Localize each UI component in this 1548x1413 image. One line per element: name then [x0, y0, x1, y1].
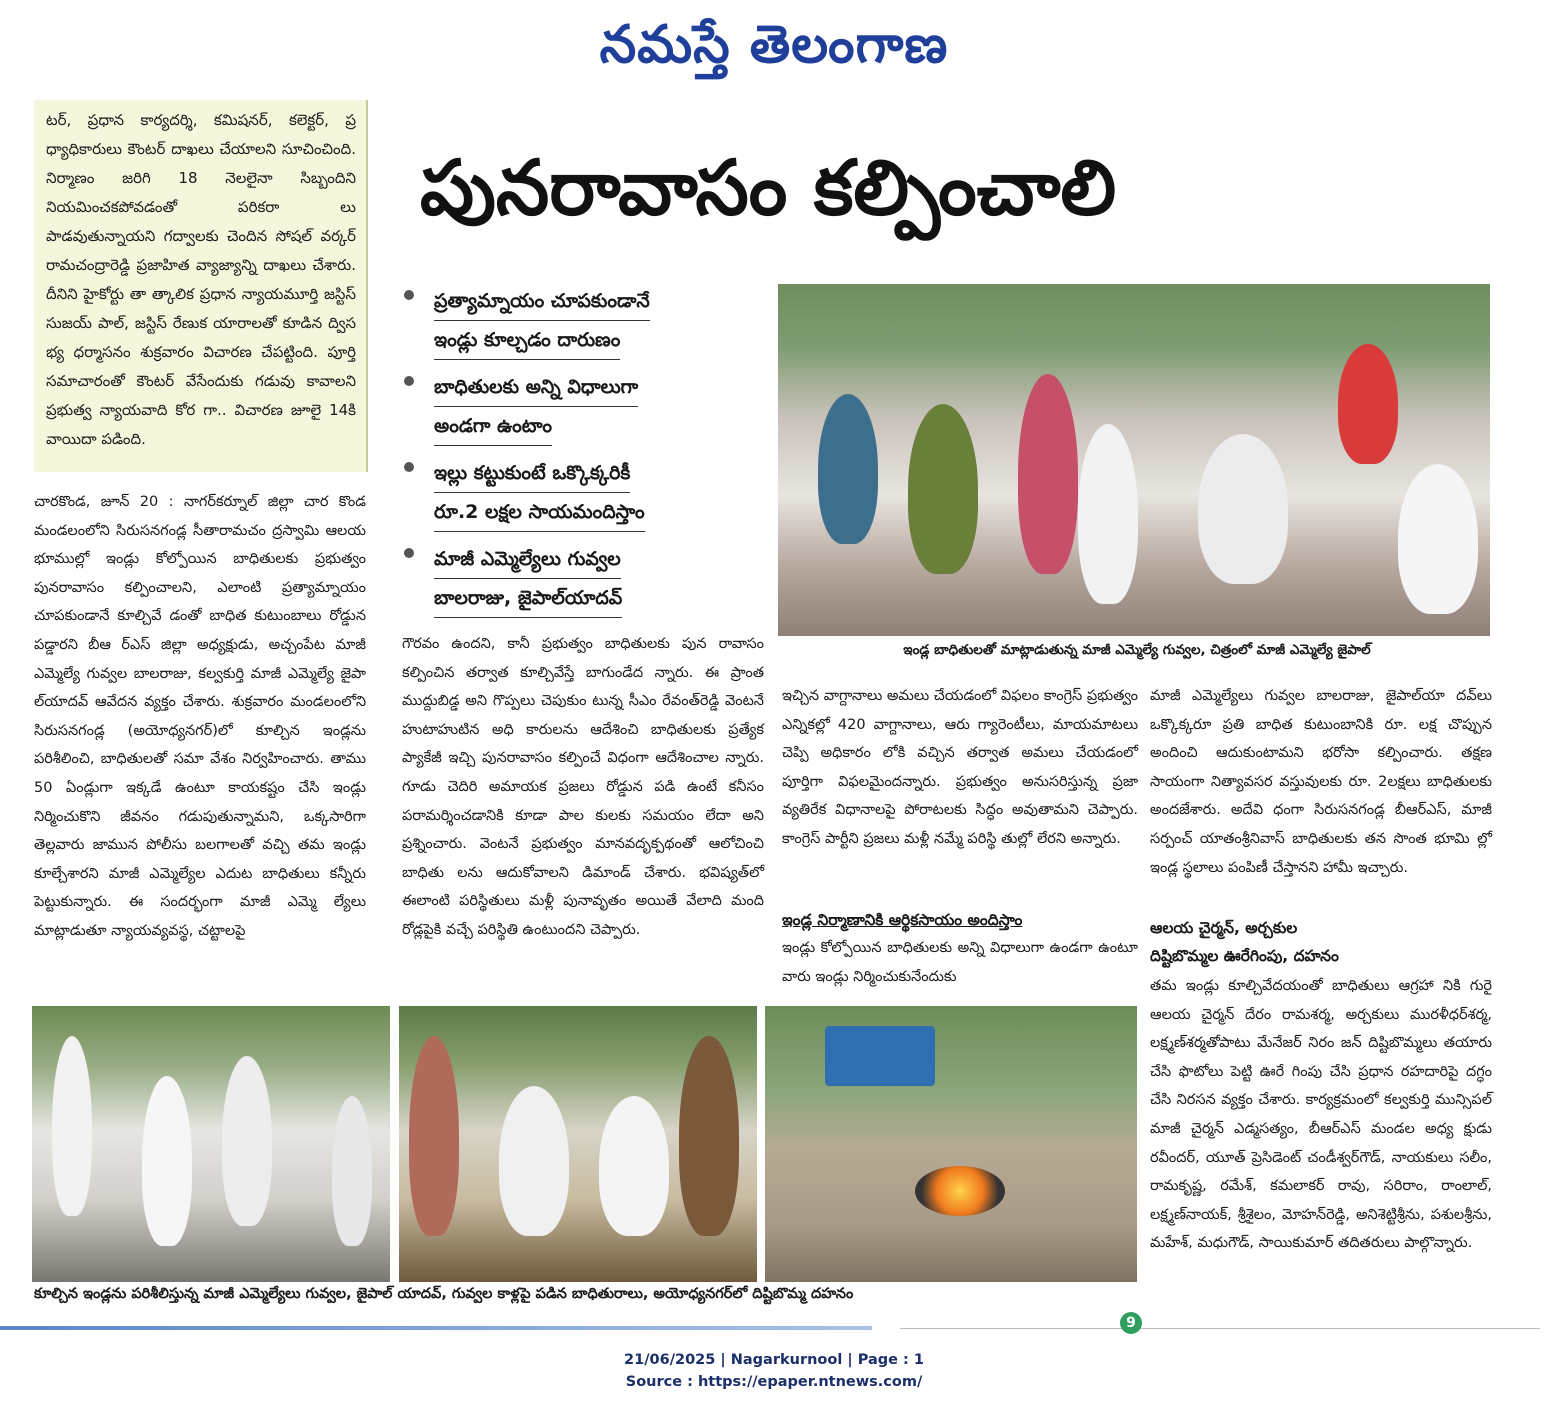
photo-figure [679, 1036, 739, 1236]
photo-figure [499, 1086, 569, 1236]
footer-source: Source : https://epaper.ntnews.com/ [625, 1374, 923, 1390]
photo-figure [1398, 464, 1478, 614]
photo-figure [409, 1036, 459, 1236]
photo-figure [52, 1036, 92, 1216]
bullet-item [398, 282, 768, 360]
sidebar-news-box [34, 100, 368, 472]
article-column-1: చారకొండ, జూన్ 20 : నాగర్‌కర్నూల్ జిల్లా చార కొండ మండలంలోని సిరుసనగండ్ల సీతారామచం ద్రస్వామి ఆలయ భూముల్లో ఇండ్లు కోల్పోయిన బాధితులకు ప్రభుత్వం పునరావాసం కల్పించాలని, ఎలాంటి ప్రత్యామ్నాయం చూపకుండానే కూల్చివే డంతో బాధిత కుటుంబాలు రోడ్డున పడ్డారని బీఆ ర్ఎస్ జిల్లా అధ్యక్షుడు, అచ్చంపేట మాజీ ఎమ్మెల్యే గువ్వల బాలరాజు, కల్వకుర్తి మాజీ ఎమ్మెల్యే జైపా ల్‌యాదవ్ ఆవేదన వ్యక్తం చేశారు. శుక్రవారం మండలంలోని సిరుసనగండ్ల (అయోధ్యనగర్)లో కూల్చిన ఇండ్లను పరిశీలించి, బాధితులతో సమా వేశం నిర్వహించారు. తాము 50 ఏండ్లుగా ఇక్కడే ఉంటూ కాయకష్టం చేసి ఇండ్లు నిర్మించుకొని జీవనం గడుపుతున్నామని, ఒక్కసారిగా తెల్లవారు జామున పోలీసు బలగాలతో వచ్చి తమ ఇండ్లు కూల్చేశారని మాజీ ఎమ్మెల్యేల ఎదుట బాధితులు కన్నీరు పెట్టుకున్నారు. ఈ సందర్భంగా మాజీ ఎమ్మె ల్యేలు మాట్లాడుతూ న్యాయవ్యవస్థ, చట్టాలపై [34, 494, 366, 939]
article-column-3-continued [782, 906, 1138, 991]
bullet-dot-icon [404, 376, 414, 386]
divider [0, 1326, 872, 1330]
headline: పునరావాసం కల్పించాలి [420, 143, 1117, 232]
photo-inspecting-houses [32, 1006, 390, 1282]
sidebar-box-text: టర్, ప్రధాన కార్యదర్శి, కమిషనర్, కలెక్టర్, ప్ర ధ్యాధికారులు కౌంటర్ దాఖలు చేయాలని సూచించింది. నిర్మాణం జరిగి 18 నెలలైనా సిబ్బందిని నియమించకపోవడంతో పరికరా లు పాడవుతున్నాయని గద్వాలకు చెందిన సోషల్ వర్కర్ రామచంద్రారెడ్డి ప్రజాహిత వ్యాజ్యాన్ని దాఖలు చేశారు. దీనిని హైకోర్టు తా త్కాలిక ప్రధాన న్యాయమూర్తి జస్టిస్ సుజయ్ పాల్, జస్టిస్ రేణుక యారాలతో కూడిన ద్విస భ్య ధర్మాసనం శుక్రవారం విచారణ చేపట్టింది. పూర్తి సమాచారంతో కౌంటర్ వేసేందుకు గడువు కావాలని ప్రభుత్వ న్యాయవాది కోర గా.. విచారణ జూలై 14కి వాయిదా పడింది. [46, 111, 356, 448]
bullet-line: ప్రత్యామ్నాయం చూపకుండానే [434, 282, 650, 321]
bullet-item [398, 540, 768, 618]
photo-figure [908, 404, 978, 574]
highlight-bullets [398, 282, 768, 626]
photo-structure [825, 1026, 935, 1086]
bullet-line: బాలరాజు, జైపాల్‌యాదవ్ [434, 579, 622, 618]
bullet-line: ఇండ్లు కూల్చడం దారుణం [434, 321, 620, 360]
photo-victim-at-feet [399, 1006, 757, 1282]
photo-figure [332, 1096, 372, 1246]
bullet-dot-icon [404, 548, 414, 558]
bullet-dot-icon [404, 462, 414, 472]
photo-figure [222, 1056, 272, 1226]
masthead-logo: నమస్తే తెలంగాణ [599, 14, 949, 75]
photo-figure [1018, 374, 1078, 574]
photo-caption-bottom: కూల్చిన ఇండ్లను పరిశీలిస్తున్న మాజీ ఎమ్మెల్యేలు గువ్వల, జైపాల్ యాదవ్, గువ్వల కాళ్లపై పడిన బాధితురాలు, అయోధ్యనగర్‌లో దిష్టిబొమ్మ దహనం [34, 1286, 854, 1302]
bullet-dot-icon [404, 290, 414, 300]
photo-caption-top: ఇండ్ల బాధితులతో మాట్లాడుతున్న మాజీ ఎమ్మెల్యే గువ్వల, చిత్రంలో మాజీ ఎమ్మెల్యే జైపాల్ [903, 642, 1371, 658]
subheading: ఆలయ చైర్మన్, అర్చకుల [1150, 919, 1298, 937]
article-column-3: ఇచ్చిన వాగ్దానాలు అమలు చేయడంలో విఫలం కాంగ్రెస్ ప్రభుత్వం ఎన్నికల్లో 420 వాగ్దానాలు, ఆరు గ్యారెంటీలు, మాయమాటలు చెప్పి అధికారం లోకి వచ్చిన తర్వాత అమలు చేయడంలో పూర్తిగా విఫలమైందన్నారు. ప్రభుత్వం అనుసరిస్తున్న ప్రజా వ్యతిరేక విధానాలపై పోరాటలకు సిద్ధం అవుతామని చెప్పారు. కాంగ్రెస్ పార్టీని ప్రజలు మళ్లీ నమ్మే పరిస్థి తుల్లో లేరని అన్నారు. [782, 688, 1138, 847]
article-text: ఇండ్లు కోల్పోయిన బాధితులకు అన్ని విధాలుగా ఉండగా ఉంటూ వారు ఇండ్లు నిర్మించుకునేందుకు [782, 940, 1138, 985]
photo-figure [1198, 434, 1288, 584]
fire-icon [915, 1166, 1005, 1216]
article-column-4-continued: తమ ఇండ్లు కూల్చివేదయంతో బాధితులు ఆగ్రహా నికి గురై ఆలయ చైర్మన్ దేరం రామశర్మ, అర్చకులు మురళీధర్‌శర్మ, లక్ష్మణ్‌శర్మతోపాటు మేనేజర్ నిరం జన్ దిష్టిబొమ్మలు తయారు చేసి ఫొటోలు పెట్టి ఊరే గింపు చేసి ప్రధాన రహదారిపై దగ్ధం చేసి నిరసన వ్యక్తం చేశారు. కార్యక్రమంలో కల్వకుర్తి మున్సిపల్ మాజీ చైర్మన్ ఎడ్మసత్యం, బీఆర్ఎస్ మండల అధ్య క్షుడు రవీందర్, యూత్ ప్రెసిడెంట్ చండీశ్వర్‌గౌడ్, నాయకులు సలీం, రామకృష్ణ, రమేశ్, కమలాకర్ రావు, సరిరాం, రాంలాల్, లక్ష్మణ్‌నాయక్, శ్రీశైలం, మోహన్‌రెడ్డి, అనిశెట్టిశ్రీను, పశులశ్రీను, మహేశ్, మధుగౌడ్, సాయికుమార్ తదితరులు పాల్గొన్నారు. [1150, 978, 1492, 1252]
bullet-item [398, 454, 768, 532]
article-column-4: మాజీ ఎమ్మెల్యేలు గువ్వల బాలరాజు, జైపాల్‌యా దవ్‌లు ఒక్కొక్కరూ ప్రతి బాధిత కుటుంబానికి రూ. లక్ష చొప్పున అందించి ఆదుకుంటామని భరోసా కల్పించారు. తక్షణ సాయంగా నిత్యావసర వస్తువులకు రూ. 2లక్షలు బాధితులకు అందజేశారు. అదేవి ధంగా సిరుసనగండ్ల బీఆర్ఎస్, మాజీ సర్పంచ్ యాతంశ్రీనివాస్ బాధితులకు తన సొంత భూమి ల్లో ఇండ్ల స్థలాలు పంపిణీ చేస్తానని హామీ ఇచ్చారు. [1150, 688, 1492, 876]
bullet-line: అండగా ఉంటాం [434, 407, 552, 446]
subheading: దిష్టిబొమ్మల ఊరేగింపు, దహనం [1150, 947, 1339, 965]
bullet-line: ఇల్లు కట్టుకుంటే ఒక్కొక్కరికీ [434, 454, 630, 493]
subheading: ఇండ్ల నిర్మాణానికి ఆర్థికసాయం అందిస్తాం [782, 911, 1023, 929]
photo-figure [599, 1096, 669, 1236]
article-column-4-subheading [1150, 914, 1492, 970]
bullet-line: రూ.2 లక్షల సాయమందిస్తాం [434, 493, 645, 532]
photo-figure [1078, 424, 1138, 604]
namaste-logo-icon: 9 [1120, 1312, 1142, 1334]
bullet-item [398, 368, 768, 446]
photo-effigy-burning [765, 1006, 1137, 1282]
photo-meeting-victims [778, 284, 1490, 636]
photo-figure [1338, 344, 1398, 464]
photo-figure [142, 1076, 192, 1246]
article-column-2: గౌరవం ఉందని, కానీ ప్రభుత్వం బాధితులకు పున రావాసం కల్పించిన తర్వాత కూల్చివేస్తే బాగుండేద న్నారు. ఈ ప్రాంత ముద్దుబిడ్డ అని గొప్పలు చెపుకుం టున్న సీఎం రేవంత్‌రెడ్డి వెంటనే హుటాహుటిన అధి కారులను ఆదేశించి బాధితులకు ప్రత్యేక ప్యాకేజీ ఇచ్చి పునరావాసం కల్పించే విధంగా ఆదేశించాల న్నారు. గూడు చెదిరి అమాయక ప్రజలు రోడ్డున పడి ఉంటే కనీసం పరామర్శించడానికి కూడా పాల కులకు సమయం లేదా అని ప్రశ్నించారు. వెంటనే ప్రభుత్వం మానవదృక్పథంతో ఆలోచించి బాధితు లను ఆదుకోవాలని డిమాండ్ చేశారు. భవిష్యత్‌లో ఈలాంటి పరిస్థితులు మళ్లీ పునావృతం అయితే వేలాది మంది రోడ్లపైకి వచ్చే పరిస్థితి ఉంటుందని చెప్పారు. [402, 636, 764, 938]
bullet-line: మాజీ ఎమ్మెల్యేలు గువ్వల [434, 540, 621, 579]
footer-date-edition: 21/06/2025 | Nagarkurnool | Page : 1 [624, 1352, 924, 1368]
bullet-line: బాధితులకు అన్ని విధాలుగా [434, 368, 638, 407]
photo-figure [818, 394, 878, 544]
divider [900, 1328, 1540, 1329]
